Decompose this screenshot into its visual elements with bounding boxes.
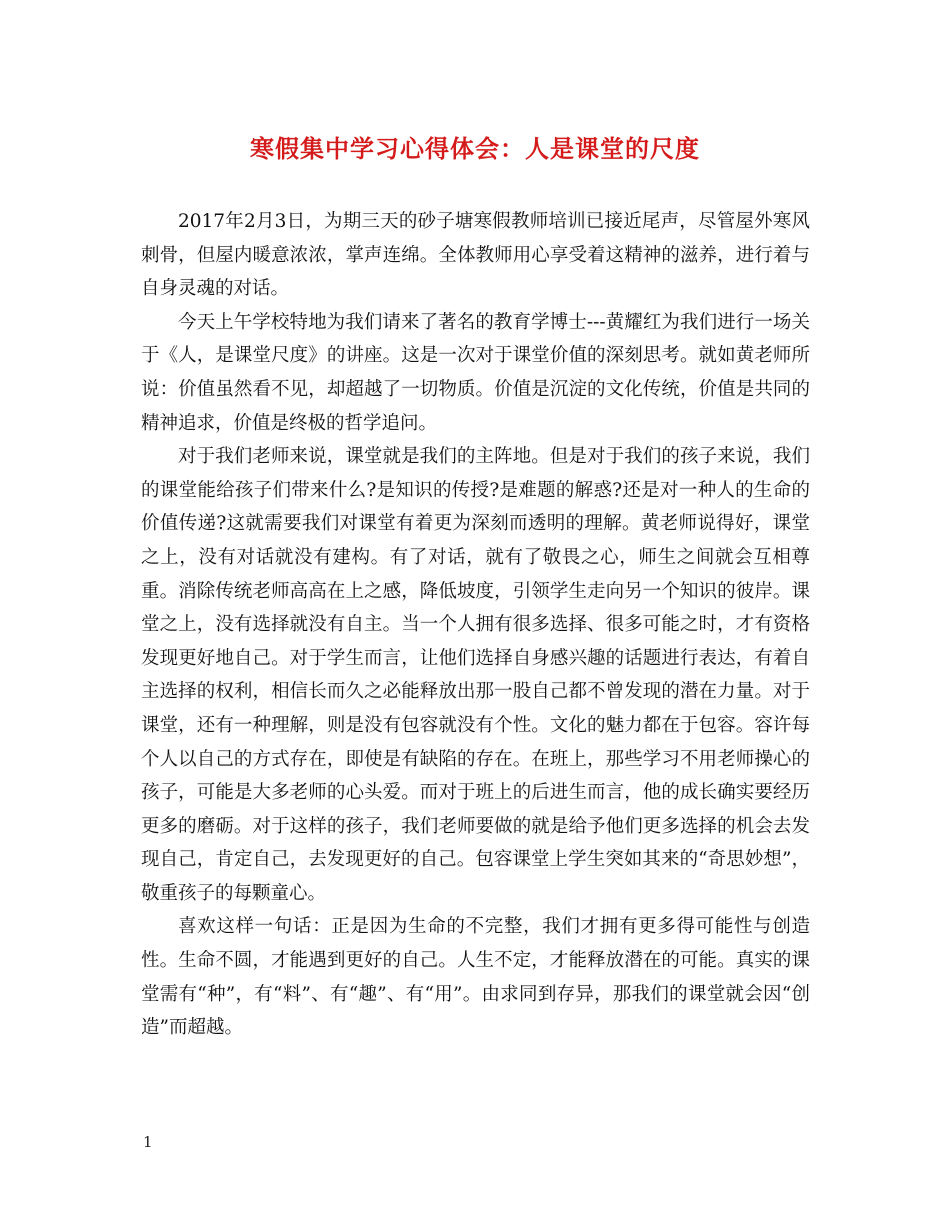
paragraph-classroom-value: 对于我们老师来说，课堂就是我们的主阵地。但是对于我们的孩子来说，我们的课堂能给孩子们带来什么?是知识的传授?是难题的解惑?还是对一种人的生命的价值传递?这就需要我们对课堂有着更为深刻而透明的理解。黄老师说得好，课堂之上，没有对话就没有建构。有了对话，就有了敬畏之心，师生之间就会互相尊重。消除传统老师高高在上之感，降低坡度，引领学生走向另一个知识的彼岸。课堂之上，没有选择就没有自主。当一个人拥有很多选择、很多可能之时，才有资格发现更好地自己。对于学生而言，让他们选择自身感兴趣的话题进行表达，有着自主选择的权利，相信长而久之必能释放出那一股自己都不曾发现的潜在力量。对于课堂，还有一种理解，则是没有包容就没有个性。文化的魅力都在于包容。容许每个人以自己的方式存在，即使是有缺陷的存在。在班上，那些学习不用老师操心的孩子，可能是大多老师的心头爱。而对于班上的后进生而言，他的成长确实要经历更多的磨砺。对于这样的孩子，我们老师要做的就是给予他们更多选择的机会去发现自己，肯定自己，去发现更好的自己。包容课堂上学生突如其来的“奇思妙想”，敬重孩子的每颗童心。 — [141, 446, 810, 904]
paragraph-lecture-intro: 今天上午学校特地为我们请来了著名的教育学博士---黄耀红为我们进行一场关于《人，是课堂尺度》的讲座。这是一次对于课堂价值的深刻思考。就如黄老师所说：价值虽然看不见，却超越了一切物质。价值是沉淀的文化传统，价值是共同的精神追求，价值是终极的哲学追问。 — [141, 311, 810, 434]
paragraph-opening: 2017年2月3日，为期三天的砂子塘寒假教师培训已接近尾声，尽管屋外寒风刺骨，但屋内暖意浓浓，掌声连绵。全体教师用心享受着这精神的滋养，进行着与自身灵魂的对话。 — [141, 211, 810, 300]
page-title: 寒假集中学习心得体会：人是课堂的尺度 — [250, 134, 700, 163]
paragraph-closing: 喜欢这样一句话：正是因为生命的不完整，我们才拥有更多得可能性与创造性。生命不圆，才能遇到更好的自己。人生不定，才能释放潜在的可能。真实的课堂需有“种”，有“料”、有“趣”、有“用”。由求同到存异，那我们的课堂就会因“创造”而超越。 — [141, 916, 810, 1039]
page-number: 1 — [143, 1133, 153, 1151]
document-body — [141, 205, 810, 1045]
